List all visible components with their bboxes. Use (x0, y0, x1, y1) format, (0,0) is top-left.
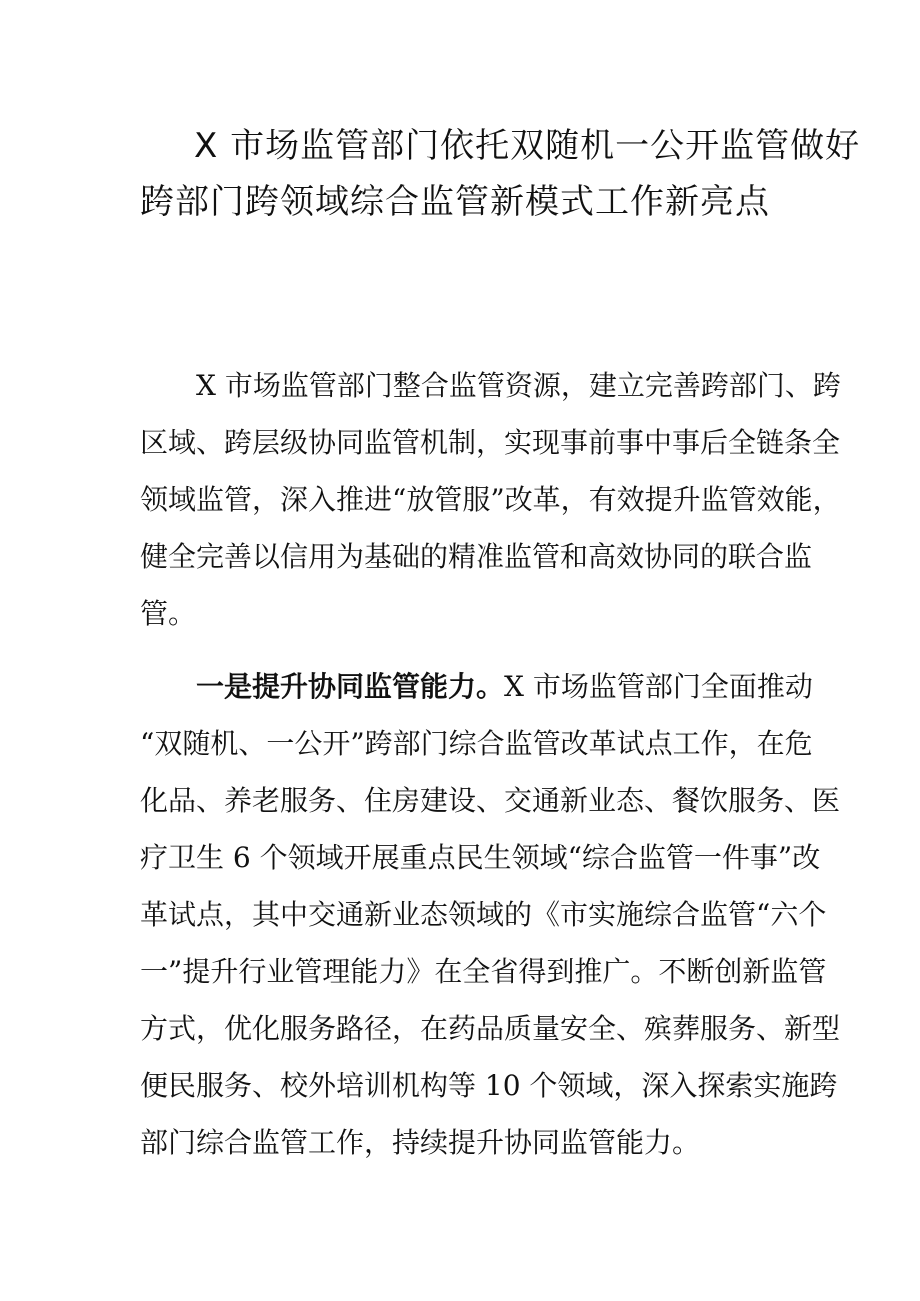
paragraph-point-one (140, 658, 841, 1171)
point-text: X 市场监管部门全面推动 (504, 670, 813, 703)
paragraph-line: 健全完善以信用为基础的精准监管和高效协同的联合监 (140, 540, 813, 573)
paragraph-line: 管。 (140, 597, 197, 630)
paragraph-line: X 市场监管部门整合监管资源，建立完善跨部门、跨 (196, 369, 841, 402)
paragraph-line: 疗卫生 6 个领域开展重点民生领域“综合监管一件事”改 (140, 841, 821, 874)
paragraph-line (140, 658, 813, 715)
paragraph-line: 化品、养老服务、住房建设、交通新业态、餐饮服务、医 (140, 784, 841, 817)
point-heading: 一是提升协同监管能力。 (196, 670, 505, 703)
paragraph-line: 部门综合监管工作，持续提升协同监管能力。 (140, 1126, 701, 1159)
paragraph-line: 便民服务、校外培训机构等 10 个领域，深入探索实施跨 (140, 1069, 838, 1102)
paragraph-line: 领域监管，深入推进“放管服”改革，有效提升监管效能， (140, 483, 841, 516)
paragraph-line: “双随机、一公开”跨部门综合监管改革试点工作，在危 (140, 727, 813, 760)
paragraph-line: 一”提升行业管理能力》在全省得到推广。不断创新监管 (140, 955, 827, 988)
paragraph-line: 革试点，其中交通新业态领域的《市实施综合监管“六个 (140, 898, 827, 931)
paragraph-line: 区域、跨层级协同监管机制，实现事前事中事后全链条全 (140, 426, 841, 459)
title-line: 跨部门跨领域综合监管新模式工作新亮点 (140, 182, 770, 222)
document-title (140, 118, 861, 230)
paragraph-intro (140, 357, 841, 642)
title-line: X 市场监管部门依托双随机一公开监管做好 (194, 126, 861, 166)
paragraph-line: 方式，优化服务路径，在药品质量安全、殡葬服务、新型 (140, 1012, 841, 1045)
